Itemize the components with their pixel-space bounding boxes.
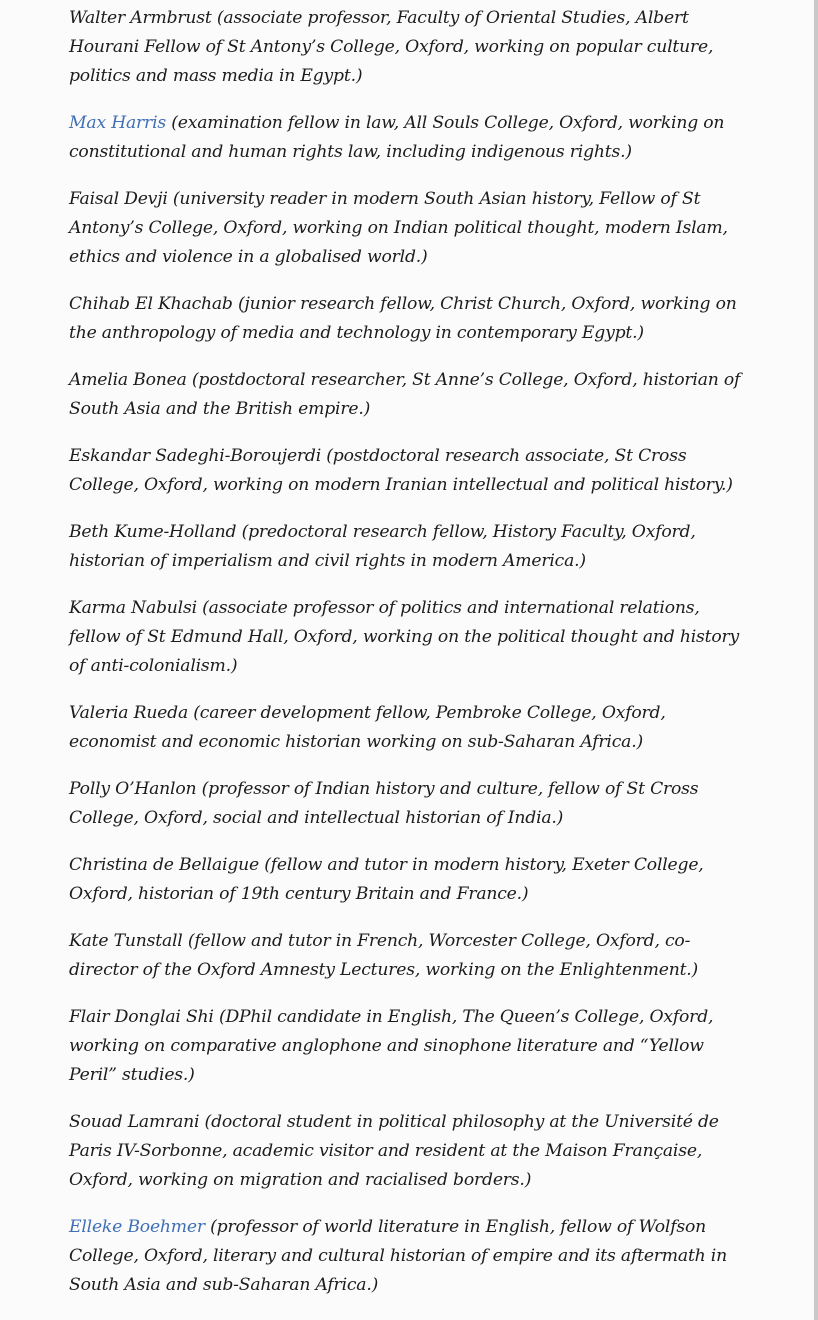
signatory-name: Karma Nabulsi — [69, 598, 197, 618]
signatory-name: Beth Kume-Holland — [69, 522, 237, 542]
signatory-entry — [69, 109, 753, 167]
signatory-description: (professor of Indian history and culture, fellow of St Cross College, Oxford, social and intellectual historian of India.) — [69, 779, 699, 828]
signatory-entry — [69, 1003, 753, 1090]
signatory-entry — [69, 290, 753, 348]
signatory-name: Souad Lamrani — [69, 1112, 200, 1132]
signatory-name: Flair Donglai Shi — [69, 1007, 214, 1027]
signatory-entry — [69, 699, 753, 757]
signatory-description: (career development fellow, Pembroke College, Oxford, economist and economic historian working on sub-Saharan Africa.) — [69, 703, 666, 752]
signatory-name-link[interactable]: Elleke Boehmer — [69, 1217, 205, 1237]
signatory-name: Chihab El Khachab — [69, 294, 233, 314]
signatory-entry — [69, 851, 753, 909]
signatory-name: Amelia Bonea — [69, 370, 187, 390]
signatory-name: Polly O’Hanlon — [69, 779, 197, 799]
signatory-description: (junior research fellow, Christ Church, Oxford, working on the anthropology of media and technology in contemporary Egypt.) — [69, 294, 737, 343]
signatory-entry — [69, 775, 753, 833]
signatory-name: Eskandar Sadeghi-Boroujerdi — [69, 446, 322, 466]
signatory-name: Valeria Rueda — [69, 703, 189, 723]
signatory-entry — [69, 185, 753, 272]
signatory-name-link[interactable]: Max Harris — [69, 113, 166, 133]
signatory-description: (university reader in modern South Asian history, Fellow of St Antony’s College, Oxford, working on Indian political thought, modern Islam, ethics and violence in a globalised world.) — [69, 189, 728, 267]
signatory-name: Faisal Devji — [69, 189, 168, 209]
signatory-entry — [69, 1108, 753, 1195]
signatory-description: (postdoctoral researcher, St Anne’s College, Oxford, historian of South Asia and the British empire.) — [69, 370, 741, 419]
signatory-entry — [69, 927, 753, 985]
signatory-entry — [69, 594, 753, 681]
signatory-entry — [69, 4, 753, 91]
signatory-description: (fellow and tutor in French, Worcester College, Oxford, co-director of the Oxford Amnesty Lectures, working on the Enlightenment.) — [69, 931, 699, 980]
signatory-entry — [69, 518, 753, 576]
signatory-description: (postdoctoral research associate, St Cross College, Oxford, working on modern Iranian intellectual and political history.) — [69, 446, 733, 495]
signatory-entry — [69, 442, 753, 500]
signatory-entry — [69, 366, 753, 424]
signatory-description: (DPhil candidate in English, The Queen’s College, Oxford, working on comparative anglophone and sinophone literature and “Yellow Peril” studies.) — [69, 1007, 714, 1085]
signatory-description: (professor of world literature in English, fellow of Wolfson College, Oxford, literary and cultural historian of empire and its aftermath in South Asia and sub-Saharan Africa.) — [69, 1217, 727, 1295]
signatory-description: (predoctoral research fellow, History Faculty, Oxford, historian of imperialism and civil rights in modern America.) — [69, 522, 696, 571]
signatory-list — [69, 4, 753, 1318]
signatory-name: Kate Tunstall — [69, 931, 183, 951]
scrollbar-edge[interactable] — [814, 0, 818, 1320]
signatory-description: (associate professor, Faculty of Oriental Studies, Albert Hourani Fellow of St Antony’s College, Oxford, working on popular culture, politics and mass media in Egypt.) — [69, 8, 714, 86]
signatory-name: Christina de Bellaigue — [69, 855, 259, 875]
signatory-description: (associate professor of politics and international relations, fellow of St Edmund Hall, Oxford, working on the political thought and history of anti-colonialism.) — [69, 598, 739, 676]
signatory-name: Walter Armbrust — [69, 8, 212, 28]
signatory-description: (examination fellow in law, All Souls College, Oxford, working on constitutional and human rights law, including indigenous rights.) — [69, 113, 725, 162]
signatory-entry — [69, 1213, 753, 1300]
signatory-description: (doctoral student in political philosophy at the Université de Paris IV-Sorbonne, academic visitor and resident at the Maison Française, Oxford, working on migration and racialised borders.) — [69, 1112, 719, 1190]
signatory-description: (fellow and tutor in modern history, Exeter College, Oxford, historian of 19th century Britain and France.) — [69, 855, 704, 904]
